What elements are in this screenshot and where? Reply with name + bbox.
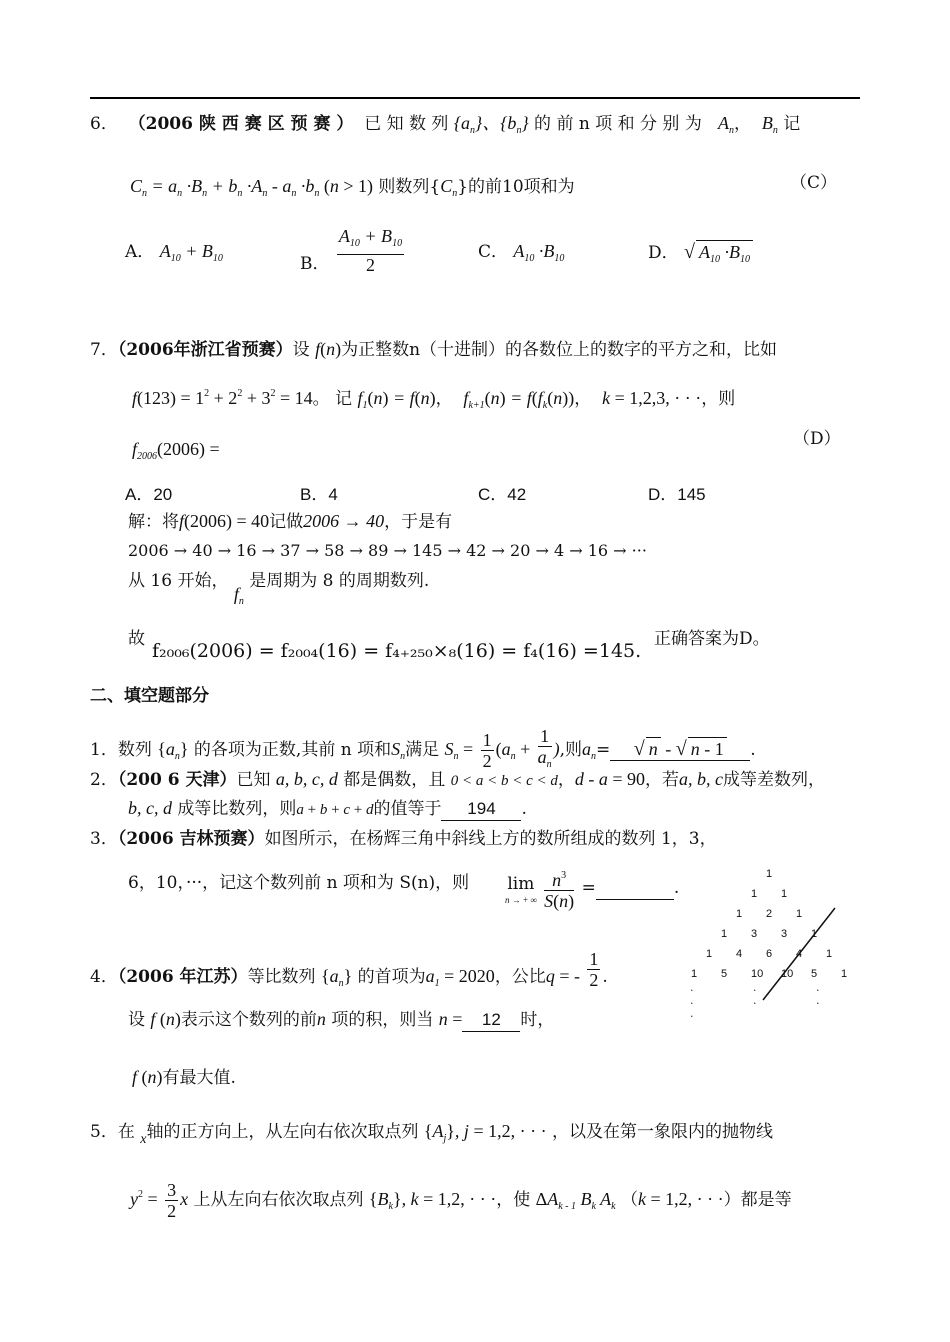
f4-answer: 12 <box>462 1009 520 1032</box>
triangle-number: 4 <box>796 948 803 960</box>
q6-line2: $C_n = a_n \cdot B_n + b_n \cdot A_n - a_n \cdot b_n$ (n > 1) 则数列$\{C_n\}$的前10项和为 <box>130 176 575 199</box>
triangle-number: 1 <box>691 968 698 980</box>
triangle-number: 3 <box>781 928 788 940</box>
f3-answer <box>596 877 674 900</box>
q6-cn-formula: $C_n = a_n \cdot B_n + b_n \cdot A_n - a_n \cdot b_n$ (n > 1) <box>130 176 373 199</box>
q6-An: $A_n$ <box>718 113 735 136</box>
q6-answer: （C） <box>790 173 838 193</box>
q7-line2: $f(123) = 1^2 + 2^2 + 3^2 = 14$。 记 $f_1(n) = f(n)$， $f_{k+1}(n) = f(f_k(n))$， k = 1,2,3, · · ·，则 <box>132 388 736 411</box>
f1-answer: √ n - √ n - 1 <box>610 737 750 761</box>
q6-text2: 的 前 n 项 和 分 别 为 <box>534 114 702 134</box>
pascal-triangle-figure <box>690 868 870 1023</box>
triangle-number: 10 <box>751 968 764 980</box>
q6-tail2: }的前10项和为 <box>457 177 575 197</box>
f3-line1: 3．（2006 吉林预赛）如图所示，在杨辉三角中斜线上方的数所组成的数列 1，3， <box>90 829 717 849</box>
q7-option-b: B．4 <box>300 485 338 504</box>
triangle-number: 1 <box>751 888 758 900</box>
triangle-number: 1 <box>811 928 818 940</box>
q6-Bn: $B_n$ <box>761 113 778 136</box>
f2-line1: 2．（200 6 天津）已知 a, b, c, d 都是偶数，且 0 < a < b < c < d，d - a = 90，若a, b, c成等差数列， <box>90 769 826 790</box>
q6-option-b: B． $\frac{A_{10} + B_{10}}{2}$ <box>300 226 403 275</box>
triangle-number: 1 <box>706 948 713 960</box>
q7-answer: （D） <box>793 429 841 449</box>
triangle-number: 1 <box>766 868 773 880</box>
f5-line2: $y^2$ = $\frac{3}{2}$ x 上从左向右依次取点列 $\{B_k\}$, k = 1,2, · · ·，使 $\Delta A_{k - 1}$ $B_k$ $A_k$ （k = 1,2, · · ·）都是等 <box>130 1180 792 1221</box>
triangle-number: 1 <box>736 908 743 920</box>
q7-final-equation: f₂₀₀₆(2006) = f₂₀₀₄(16) = f₄₊₂₅₀×₈(16) = f₄(16) =145. <box>152 640 642 662</box>
triangle-number: 1 <box>826 948 833 960</box>
q6-text: 已 知 数 列 <box>364 114 449 134</box>
q7-option-d: D．145 <box>648 485 706 504</box>
q6-number: 6． <box>90 114 118 134</box>
f5-line1: 5．在 $_x$轴的正方向上，从左向右依次取点列 $\{A_j\}$, j = 1,2, · · · ，以及在第一象限内的抛物线 <box>90 1121 773 1147</box>
q6-option-a: $A_{10} + B_{10}$ <box>159 241 223 264</box>
f3-line2: 6，10，···，记这个数列前 n 项和为 S(n)，则 <box>128 873 470 893</box>
triangle-dots: · · · · · · · <box>690 984 848 1023</box>
q7-source: （2006年浙江省预赛） <box>117 340 293 360</box>
q6-ji: 记 <box>783 114 801 134</box>
f4-line3: f (n)有最大值. <box>132 1067 236 1088</box>
q6-tail: 则数列{ <box>378 177 441 197</box>
f2-line2: b, c, d 成等比数列，则a + b + c + d的值等于 194 . <box>128 798 527 819</box>
triangle-number: 3 <box>751 928 758 940</box>
q7-option-c: C．42 <box>478 485 527 504</box>
f2-answer: 194 <box>441 798 521 821</box>
q7-gu: 故 <box>128 629 145 649</box>
q6-option-c: C． $A_{10} \cdot B_{10}$ <box>478 241 565 264</box>
triangle-number: 6 <box>766 948 773 960</box>
triangle-number: 4 <box>736 948 743 960</box>
f4-line1: 4．（2006 年江苏）等比数列 $\{a_n\}$ 的首项为$a_1 = 2020$，公比q = - $\frac{1}{2}$ . <box>90 949 608 990</box>
q7-solution-line1: 解：将f(2006) = 40记做2006 → 40，于是有 <box>128 511 453 532</box>
q6-option-a-label: A． <box>125 242 155 262</box>
q6-options <box>125 240 223 270</box>
triangle-number: 10 <box>781 968 794 980</box>
q6-sequences: $\{a_n\}$、$\{b_n\}$ <box>453 113 529 136</box>
q7-solution-line3: 从 16 开始， $f_n$ 是周期为 8 的周期数列. <box>128 571 430 607</box>
triangle-number: 5 <box>721 968 728 980</box>
section-title: 二、填空题部分 <box>90 686 209 706</box>
triangle-number: 2 <box>766 908 773 920</box>
header-rule <box>90 97 860 99</box>
triangle-number: 5 <box>811 968 818 980</box>
f4-line2: 设 f (n)表示这个数列的前n 项的积，则当 n = 12 时， <box>128 1009 555 1030</box>
q7-correct-answer: 正确答案为D。 <box>654 629 770 649</box>
q7-line1: 7．（2006年浙江省预赛）设 f(n)为正整数n（十进制）的各数位上的数字的平方之和，比如 <box>90 339 778 360</box>
triangle-number: 1 <box>721 928 728 940</box>
q7-solution-chain: 2006 → 40 → 16 → 37 → 58 → 89 → 145 → 42 → 20 → 4 → 16 → ··· <box>128 541 647 560</box>
f3-limit: lim n → + ∞ $\frac{n^3}{S(n)}$ = . <box>505 866 679 911</box>
q7-option-a: A．20 <box>125 485 173 504</box>
f1-line: 1．数列 $\{a_n\}$ 的各项为正数,其前 n 项和$S_n$满足 $S_n$ = $\frac{1}{2}$ ($a_n$ + $\frac{1}{a_n}$ ),则$a_n=$ √ n - √ n - 1 . <box>90 726 756 771</box>
triangle-number: 1 <box>796 908 803 920</box>
q6-line1: 6． （2006 陕 西 赛 区 预 赛 ） 已 知 数 列 $\{a_n\}$、$\{b_n\}$ 的 前 n 项 和 分 别 为 $A_n$， $B_n$ 记 <box>90 113 801 136</box>
triangle-number: 1 <box>841 968 848 980</box>
q6-option-d: D． √ $A_{10} \cdot B_{10}$ <box>648 240 753 271</box>
triangle-number: 1 <box>781 888 788 900</box>
q6-source: （2006 陕 西 赛 区 预 赛 ） <box>128 114 354 134</box>
q7-line3: $f_{2006}(2006)$ = <box>132 439 220 462</box>
